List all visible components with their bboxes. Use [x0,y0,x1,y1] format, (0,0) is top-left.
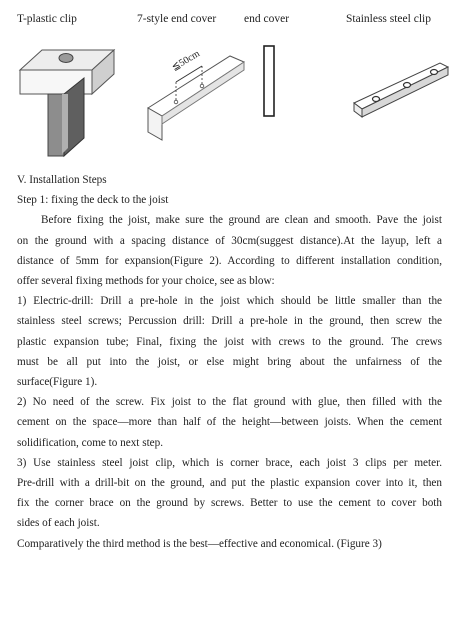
caption-end-cover: end cover [244,13,290,25]
section-title: V. Installation Steps [17,174,107,186]
step1-title: Step 1: fixing the deck to the joist [17,194,169,207]
method3-line: 3) Use stainless steel joist clip, which is corner brace, each joist 3 clips per meter. [17,456,442,469]
method1-line: 1) Electric-drill: Drill a pre-hole in the joist which should be little smaller than the [17,295,442,308]
method3-line: sides of each joist. [17,517,100,530]
method1-line: must be all put into the joist, or else might bring about the unfairness of the [17,355,442,368]
method1-line: stainless steel screws; Percussion drill: Drill a pre-hole in the ground, then screw the [17,315,442,328]
t-plastic-clip-illustration [14,38,114,158]
conclusion-line: Comparatively the third method is the best—effective and economical. (Figure 3) [17,537,382,550]
method2-line: 2) No need of the screw. Fix joist to the flat ground with glue, then filled with the [17,396,442,409]
dimension-label: ≦50cm [170,48,202,74]
end-cover-illustration [262,44,278,120]
caption-t-plastic-clip: T-plastic clip [17,13,77,25]
intro-line: distance of 5mm for expansion(Figure 2). According to different installation condition, [17,254,442,267]
method1-line: surface(Figure 1). [17,376,98,389]
intro-line: offer several fixing methods for your choice, see as blow: [17,275,275,288]
stainless-steel-clip-illustration [352,55,452,120]
method3-line: Pre-drill with a drill-bit on the ground, and put the plastic expansion cover into it, then [17,477,442,490]
caption-7-style-end-cover: 7-style end cover [137,13,217,25]
installation-text [17,170,442,554]
intro-line: on the ground with a spacing distance of 30cm(suggest distance).At the layup, left a [17,234,442,247]
method2-line: cement on the space—more than half of the height—between joists. When the cement [17,416,442,429]
caption-stainless-steel-clip: Stainless steel clip [346,13,431,25]
method2-line: solidification, come to next step. [17,436,164,449]
method1-line: plastic expansion tube; Final, fixing the joist with crews to the ground. The crews [17,335,442,348]
method3-line: fix the corner brace on the ground by screws. Better to use the cement to cover both [17,497,442,510]
intro-line: Before fixing the joist, make sure the ground are clean and smooth. Pave the joist [41,214,442,227]
